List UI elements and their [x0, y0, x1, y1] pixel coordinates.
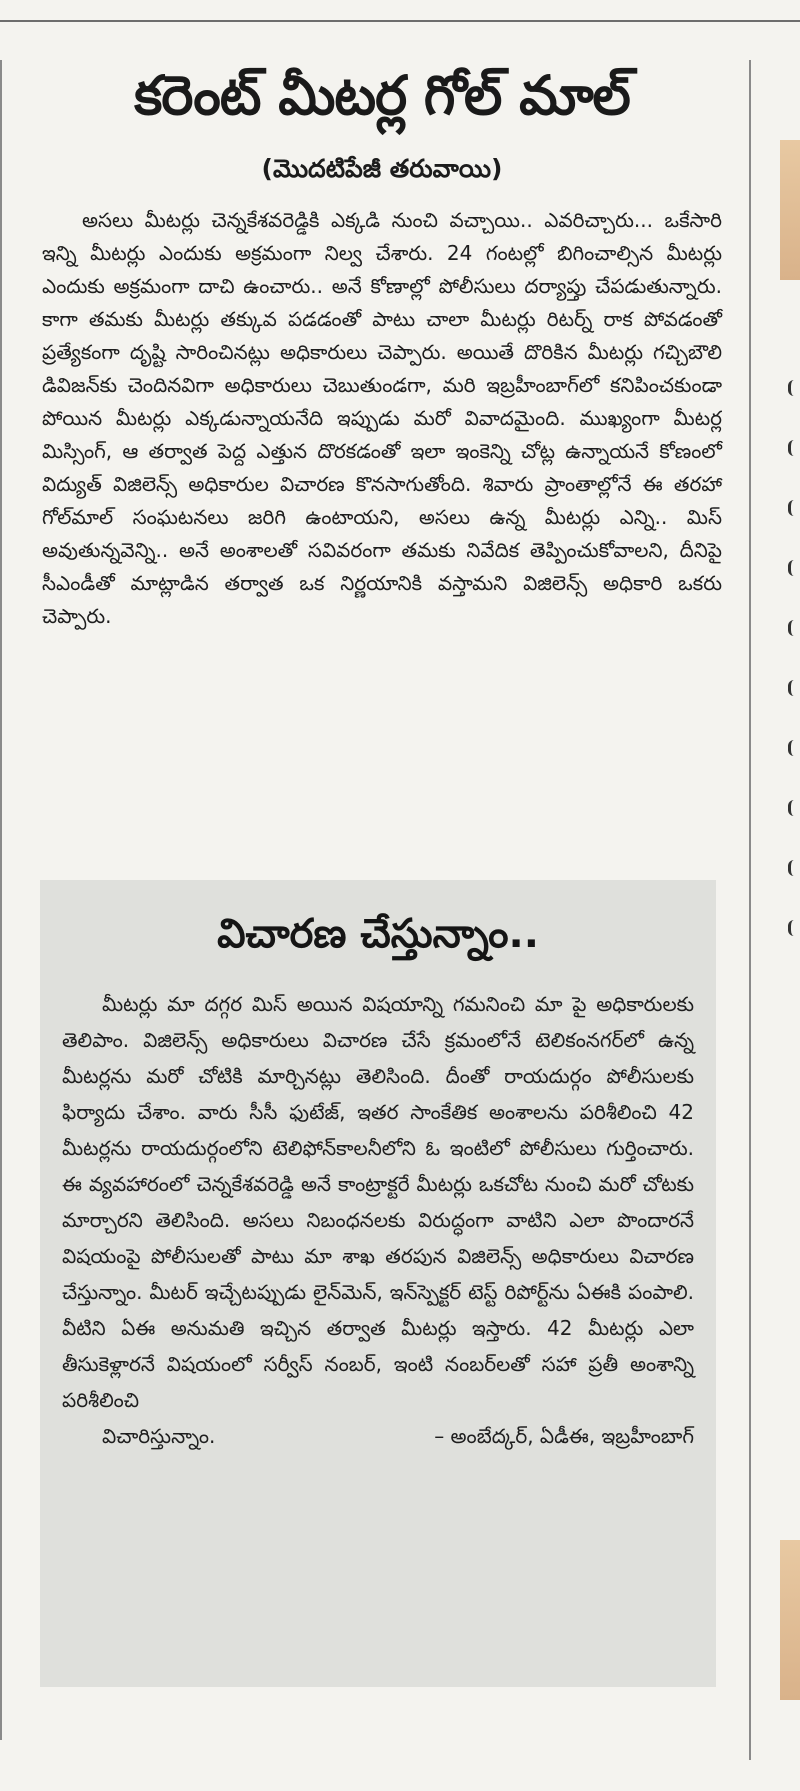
adjacent-column-fragment: [760, 140, 800, 1700]
continuation-note: (మొదటిపేజీ తరువాయి): [261, 154, 503, 183]
quote-text: మీటర్లు మా దగ్గర మిస్ అయిన విషయాన్ని గమనించి మా పై అధికారులకు తెలిపాం. విజిలెన్స్ అధికారులు విచారణ చేసే క్రమంలోనే టెలికంనగర్‌లో ఉన్న మీటర్లను మరో చోటికి మార్చినట్లు తెలిసింది. దీంతో రాయదుర్గం పోలీసులకు ఫిర్యాదు చేశాం. వారు సీసీ ఫుటేజ్, ఇతర సాంకేతిక అంశాలను పరిశీలించి 42 మీటర్లను రాయదుర్గంలోని టెలిఫోన్‌కాలనీలోని ఓ ఇంటిలో పోలీసులు గుర్తించారు. ఈ వ్యవహారంలో చెన్నకేశవరెడ్డి అనే కాంట్రాక్టరే మీటర్లు ఒకచోట నుంచి మరో చోటకు మార్చారని తెలిసింది. అసలు నిబంధనలకు విరుద్ధంగా వాటిని ఎలా పొందారనే విషయంపై పోలీసులతో పాటు మా శాఖ తరపున విజిలెన్స్ అధికారులు విచారణ చేస్తున్నాం. మీటర్ ఇచ్చేటప్పుడు లైన్‌మెన్, ఇన్‌స్పెక్టర్ టెస్ట్ రిపోర్ట్‌ను ఏఈకి పంపాలి. వీటిని ఏఈ అనుమతి ఇచ్చిన తర్వాత మీటర్లు ఇస్తారు. 42 మీటర్లు ఎలా తీసుకెళ్లారనే విషయంలో సర్వీస్ నంబర్, ఇంటి నంబర్‌లతో సహా ప్రతీ అంశాన్ని పరిశీలించి: [62, 992, 694, 1412]
adjacent-text-fragment: [788, 920, 800, 936]
adjacent-text-fragment: [788, 800, 800, 816]
adjacent-text-fragment: [788, 500, 800, 516]
left-column-rule: [0, 60, 2, 1740]
quote-box-body: [62, 986, 694, 1454]
news-article: [42, 56, 722, 633]
right-column-rule: [749, 60, 751, 1760]
article-body: అసలు మీటర్లు చెన్నకేశవరెడ్డికి ఎక్కడి నుంచి వచ్చాయి.. ఎవరిచ్చారు... ఒకేసారి ఇన్ని మీటర్లు ఎందుకు అక్రమంగా నిల్వ చేశారు. 24 గంటల్లో బిగించాల్సిన మీటర్లు ఎందుకు అక్రమంగా దాచి ఉంచారు.. అనే కోణాల్లో పోలీసులు దర్యాప్తు చేపడుతున్నారు. కాగా తమకు మీటర్లు తక్కువ పడడంతో పాటు చాలా మీటర్లు రిటర్న్ రాక పోవడంతో ప్రత్యేకంగా దృష్టి సారించినట్లు అధికారులు చెప్పారు. అయితే దొరికిన మీటర్లు గచ్చిబౌలి డివిజన్‌కు చెందినవిగా అధికారులు చెబుతుండగా, మరి ఇబ్రహీంబాగ్‌లో కనిపించకుండా పోయిన మీటర్లు ఎక్కడున్నాయనేది ఇప్పుడు మరో వివాదమైంది. ముఖ్యంగా మీటర్ల మిస్సింగ్, ఆ తర్వాత పెద్ద ఎత్తున దొరకడంతో ఇలా ఇంకెన్ని చోట్ల ఉన్నాయనే కోణంలో విద్యుత్ విజిలెన్స్ అధికారుల విచారణ కొనసాగుతోంది. శివారు ప్రాంతాల్లోనే ఈ తరహా గోల్‌మాల్ సంఘటనలు జరిగి ఉంటాయని, అసలు ఉన్న మీటర్లు ఎన్ని.. మిస్ అవుతున్నవెన్ని.. అనే అంశాలతో సవివరంగా తమకు నివేదిక తెప్పించుకోవాలని, దీనిపై సీఎండీతో మాట్లాడిన తర్వాత ఒక నిర్ణయానికి వస్తామని విజిలెన్స్ అధికారి ఒకరు చెప్పారు.: [42, 208, 722, 628]
headline: కరెంట్ మీటర్ల గోల్ మాల్: [134, 64, 630, 127]
adjacent-text-fragment: [788, 440, 800, 456]
adjacent-photo-top: [780, 140, 800, 280]
adjacent-text-fragment: [788, 680, 800, 696]
quote-box-title: విచారణ చేస్తున్నాం..: [217, 911, 539, 957]
quote-box: [40, 880, 716, 1687]
adjacent-photo-bottom: [780, 1540, 800, 1700]
adjacent-text-fragment: [788, 380, 800, 396]
quote-attribution: – అంబేద్కర్, ఏడీఈ, ఇబ్రహీంబాగ్: [434, 1424, 694, 1448]
adjacent-text-fragment: [788, 860, 800, 876]
top-rule: [0, 20, 800, 22]
adjacent-text-fragment: [788, 740, 800, 756]
adjacent-text-fragment: [788, 620, 800, 636]
quote-end-line: [62, 1418, 694, 1454]
quote-last-word: విచారిస్తున్నాం.: [102, 1424, 216, 1448]
adjacent-text-fragment: [788, 560, 800, 576]
